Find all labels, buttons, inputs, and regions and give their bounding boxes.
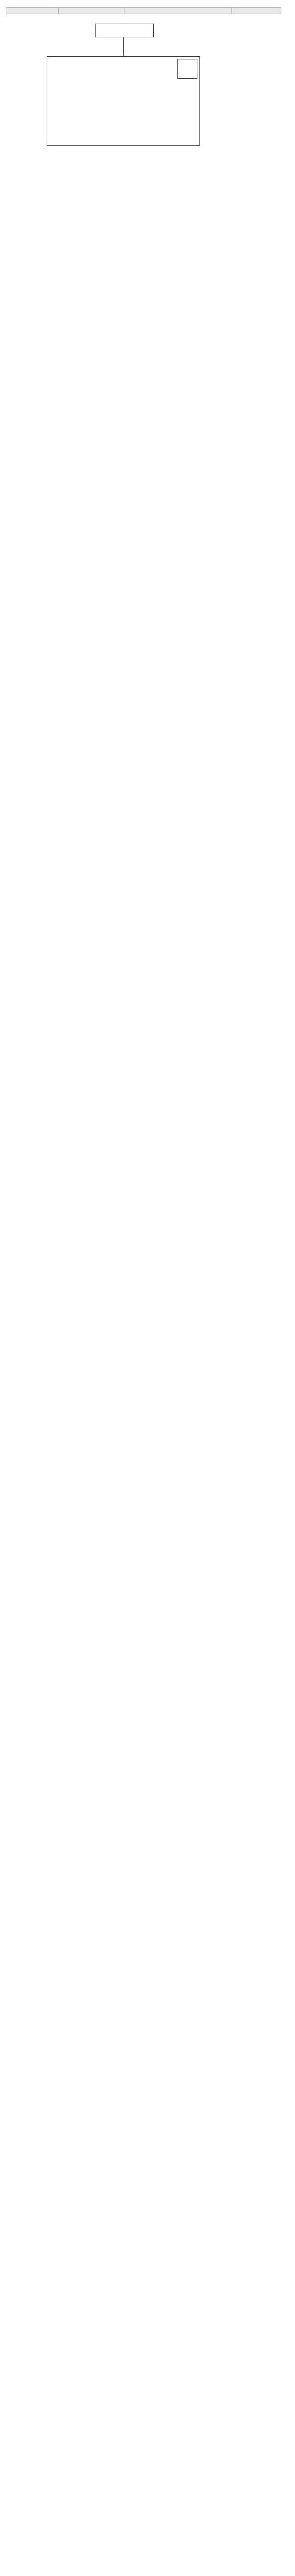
schedule-header [6,8,59,14]
a3-sheet [47,56,200,146]
submission-diagram [6,17,281,149]
document-page [6,0,289,149]
schedule-header-row [6,8,281,14]
schedule-header [124,8,232,14]
connector-line [123,37,124,56]
schedule-header [232,8,281,14]
registration-number-box [95,24,154,37]
schedule-table [6,7,281,14]
schedule-header [59,8,124,14]
corner-label-box [177,59,197,79]
